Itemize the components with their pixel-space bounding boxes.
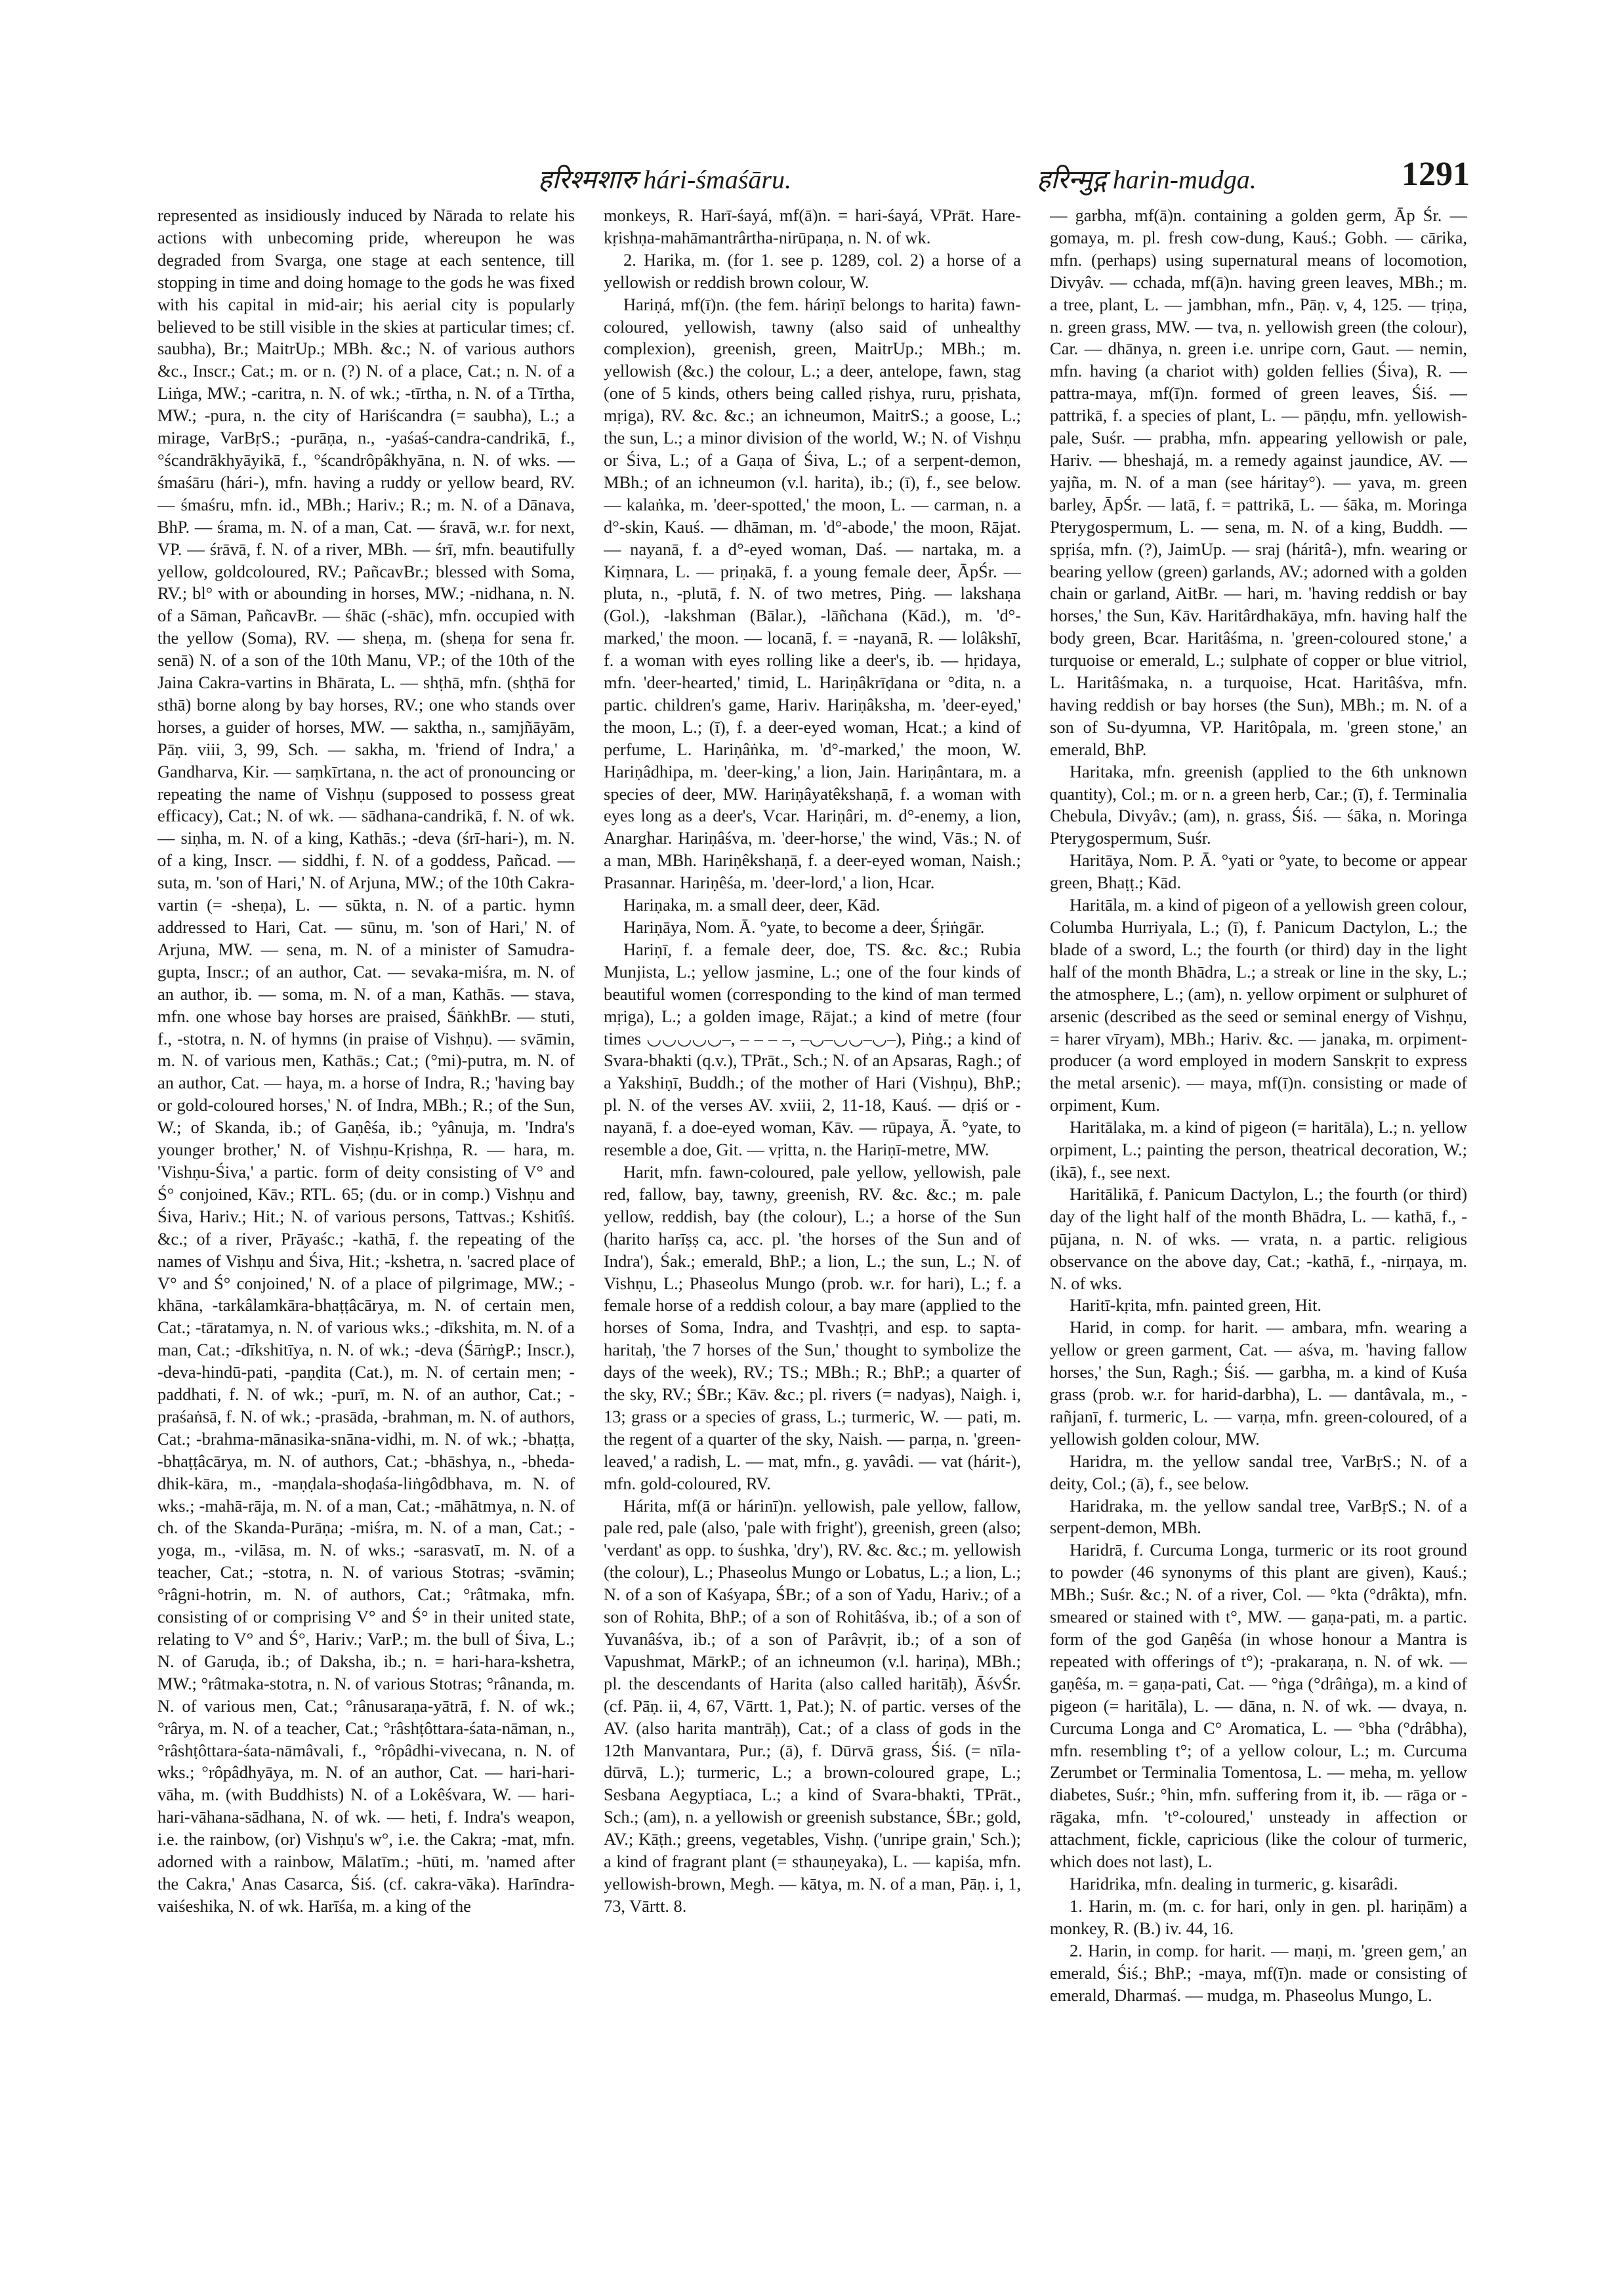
text-columns xyxy=(157,205,1467,2186)
dictionary-entry: represented as insidiously induced by Nārada to relate his actions with unbecoming pride, whereupon he was degraded from Svarga, one stage at each sentence, till stopping in time and doing homage to the gods he was fixed with his capital in mid-air; his aerial city is popularly believed to be still visible in the skies at particular times; cf. saubha), Br.; MaitrUp.; MBh. &c.; N. of various authors &c., Inscr.; Cat.; m. or n. (?) N. of a place, Cat.; n. N. of a Liṅga, MW.; -caritra, n. N. of wk.; -tīrtha, n. N. of a Tīrtha, MW.; -pura, n. the city of Hariścandra (= saubha), L.; a mirage, VarBṛS.; -purāṇa, n., -yaśaś-candra-candrikā, f., °ścandrākhyāyikā, f., °ścandrôpâkhyāna, n. N. of wks. — śmaśāru (hári-), mfn. having a ruddy or yellow beard, RV. — śmaśru, mfn. id., MBh.; Hariv.; R.; m. N. of a Dānava, BhP. — śrama, m. N. of a man, Cat. — śravā, w.r. for next, VP. — śrāvā, f. N. of a river, MBh. — śrī, mfn. beautifully yellow, goldcoloured, RV.; PañcavBr.; blessed with Soma, RV.; bl° with or abounding in horses, MW.; -nidhana, n. N. of a Sāman, PañcavBr. — śhāc (-shāc), mfn. occupied with the yellow (Soma), RV. — sheṇa, m. (sheṇa for sena fr. senā) N. of a son of the 10th Manu, VP.; of the 10th of the Jaina Cakra-vartins in Bhārata, L. — shṭhā, mfn. (shṭhā for sthā) borne along by bay horses, RV.; one who stands over horses, a guider of horses, MW. — saktha, n., samjñāyām, Pāṇ. viii, 3, 99, Sch. — sakha, m. 'friend of Indra,' a Gandharva, Kir. — saṃkīrtana, n. the act of pronouncing or repeating the name of Vishṇu (supposed to possess great efficacy), Cat.; N. of wk. — sādhana-candrikā, f. N. of wk. — siṇha, m. N. of a king, Kathās.; -deva (śrī-hari-), m. N. of a king, Inscr. — siddhi, f. N. of a goddess, Pañcad. — suta, m. 'son of Hari,' N. of Arjuna, MW.; of the 10th Cakra-vartin (= -sheṇa), L. — sūkta, n. N. of a partic. hymn addressed to Hari, Cat. — sūnu, m. 'son of Hari,' N. of Arjuna, MW. — sena, m. N. of a minister of Samudra-gupta, Inscr.; of an author, Cat. — sevaka-miśra, m. N. of an author, ib. — soma, m. N. of a man, Kathās. — stava, mfn. one whose bay horses are praised, ŚāṅkhBr. — stuti, f., -stotra, n. N. of hymns (in praise of Vishṇu). — svāmin, m. N. of various men, Kathās.; Cat.; (°mi)-putra, m. N. of an author, Cat. — haya, m. a horse of Indra, R.; 'having bay or gold-coloured horses,' N. of Indra, MBh.; R.; of the Sun, W.; of Skanda, ib.; of Gaṇêśa, ib.; °yânuja, m. 'Indra's younger brother,' N. of Vishṇu-Kṛishṇa, R. — hara, m. 'Vishṇu-Śiva,' a partic. form of deity consisting of V° and Ś° conjoined, Kāv.; RTL. 65; (du. or in comp.) Vishṇu and Śiva, Hariv.; Hit.; N. of various persons, Tattvas.; Kshitîś. &c.; of a river, Prāyaśc.; -kathā, f. the repeating of the names of Vishṇu and Śiva, Hit.; -kshetra, n. 'sacred place of V° and Ś° conjoined,' N. of a place of pilgrimage, MW.; -khāna, -tarkâlamkāra-bhaṭṭâcārya, m. N. of certain men, Cat.; -tāratamya, n. N. of various wks.; -dīkshita, m. N. of a man, Cat.; -dīkshitīya, n. N. of wk.; -deva (ŚārṅgP.; Inscr.), -deva-hindū-pati, -paṇḍita (Cat.), m. N. of certain men; -paddhati, f. N. of wk.; -purī, m. N. of an author, Cat.; -praśaṅsā, f. N. of wk.; -prasāda, -brahman, m. N. of authors, Cat.; -brahma-mānasika-snāna-vidhi, m. N. of wk.; -bhaṭṭa, -bhaṭṭâcārya, m. N. of authors, Cat.; -bhāshya, n., -bheda-dhik-kāra, m., -maṇḍala-shoḍaśa-liṅgôdbhava, m. N. of wks.; -mahā-rāja, m. N. of a man, Cat.; -māhātmya, n. N. of ch. of the Skanda-Purāṇa; -miśra, m. N. of a man, Cat.; -yoga, m., -vilāsa, m. N. of wks.; -sarasvatī, m. N. of a teacher, Cat.; -stotra, n. N. of various Stotras; -svāmin; °râgni-hotrin, m. N. of authors, Cat.; °râtmaka, mfn. consisting of or comprising V° and Ś° in their united state, relating to V° and Ś°, Hariv.; VarP.; m. the bull of Śiva, L.; N. of Garuḍa, ib.; of Daksha, ib.; n. = hari-hara-kshetra, MW.; °râtmaka-stotra, n. N. of various Stotras; °rânanda, m. N. of various men, Cat.; °rânusaraṇa-yātrā, f. N. of wk.; °rârya, m. N. of a teacher, Cat.; °râshṭôttara-śata-nāman, n., °râshṭôttara-śata-nāmâvali, f., °rôpâdhi-vivecana, n. N. of wks.; °rôpâdhyāya, m. N. of an author, Cat. — hari-hari-vāha, m. (with Buddhists) N. of a Lokêśvara, W. — hari-hari-vāhana-sādhana, N. of wk. — heti, f. Indra's weapon, i.e. the rainbow, (or) Vishṇu's w°, i.e. the Cakra; -mat, mfn. adorned with a rainbow, Mālatīm.; -hūti, m. 'named after the Cakra,' Anas Casarca, Śiś. (cf. cakra-vāka). Harīndra-vaiśeshika, N. of wk. Harīśa, m. a king of the xyxy=(157,205,575,1916)
dictionary-entry: Hariṇāya, Nom. Ā. °yate, to become a deer, Śṛiṅgār. xyxy=(623,917,985,937)
dictionary-entry: Haridraka, m. the yellow sandal tree, VarBṛS.; N. of a serpent-demon, MBh. xyxy=(1050,1495,1467,1538)
dictionary-entry: Haridrā, f. Curcuma Longa, turmeric or its root ground to powder (46 synonyms of this plant are given), Kauś.; MBh.; Suśr. &c.; N. of a river, Col. — °kta (°drâkta), mfn. smeared or stained with t°, MW. — gaṇa-pati, m. a partic. form of the god Gaṇêśa (in whose honour a Mantra is repeated with offerings of t°); -prakaraṇa, n. N. of wk. — gaṇêśa, m. = gaṇa-pati, Cat. — °ṅga (°drâṅga), m. a kind of pigeon (= haritāla), L. — dāna, n. N. of wk. — dvaya, n. Curcuma Longa and C° Aromatica, L. — °bha (°drâbha), mfn. resembling t°; of a yellow colour, L.; m. Curcuma Zerumbet or Terminalia Tomentosa, L. — meha, m. yellow diabetes, Suśr.; °hin, mfn. suffering from it, ib. — rāga or -rāgaka, mfn. 't°-coloured,' unsteady in affection or attachment, fickle, capricious (like the colour of turmeric, which does not last), L. xyxy=(1050,1540,1467,1872)
dictionary-entry: 1. Harin, m. (m. c. for hari, only in gen. pl. hariṇām) a monkey, R. (B.) iv. 44, 16. xyxy=(1050,1895,1467,1938)
column-3 xyxy=(1050,205,1467,2186)
dictionary-entry: Haritālikā, f. Panicum Dactylon, L.; the fourth (or third) day of the light half of the month Bhādra, L. — kathā, f., -pūjana, n. N. of wks. — vrata, n. a partic. religious observance on the above day, Cat.; -kathā, f., -nirṇaya, m. N. of wks. xyxy=(1050,1184,1467,1293)
dictionary-entry: — garbha, mf(ā)n. containing a golden germ, Āp Śr. — gomaya, m. pl. fresh cow-dung, Kauś.; Gobh. — cārika, mfn. (perhaps) using supernatural means of locomotion, Divyâv. — cchada, mf(ā)n. having green leaves, MBh.; m. a tree, plant, L. — jambhan, mfn., Pāṇ. v, 4, 125. — tṛiṇa, n. green grass, MW. — tva, n. yellowish green (the colour), Car. — dhānya, n. green i.e. unripe corn, Gaut. — nemin, mfn. having (a chariot with) golden fellies (Śiva), R. — pattra-maya, mf(ī)n. formed of green leaves, Śiś. — pattrikā, f. a species of plant, L. — pāṇḍu, mfn. yellowish-pale, Suśr. — prabha, mfn. appearing yellowish or pale, Hariv. — bheshajá, m. a remedy against jaundice, AV. — yajña, m. N. of a man (see háritay°). — yava, m. green barley, ĀpŚr. — latā, f. = pattrikā, L. — śāka, m. Moringa Pterygospermum, L. — sena, m. N. of a king, Buddh. — spṛiśa, mfn. (?), JaimUp. — sraj (háritâ-), mfn. wearing or bearing yellow (green) garlands, AV.; adorned with a golden chain or garland, AitBr. — hari, m. 'having reddish or bay horses,' the Sun, Kāv. Haritârdhakāya, mfn. having half the body green, Bcar. Haritâśma, n. 'green-coloured stone,' a turquoise or emerald, L.; sulphate of copper or blue vitriol, L. Haritâśmaka, n. a turquoise, Hcat. Haritâśva, mfn. having reddish or bay horses (the Sun), MBh.; m. N. of a son of Su-dyumna, VP. Haritôpala, m. 'green stone,' an emerald, BhP. xyxy=(1050,205,1467,759)
dictionary-entry: Hariṇá, mf(ī)n. (the fem. háriṇī belongs to harita) fawn-coloured, yellowish, tawny (also said of unhealthy complexion), greenish, green, MaitrUp.; MBh.; m. yellowish (&c.) the colour, L.; a deer, antelope, fawn, stag (one of 5 kinds, others being called ṛishya, ruru, pṛishata, mṛiga), RV. &c. &c.; an ichneumon, MaitrS.; a goose, L.; the sun, L.; a minor division of the world, W.; N. of Vishṇu or Śiva, L.; of a Gaṇa of Śiva, L.; of a serpent-demon, MBh.; of an ichneumon (v.l. harita), ib.; (ī), f., see below. — kalaṅka, m. 'deer-spotted,' the moon, L. — carman, n. a d°-skin, Kauś. — dhāman, m. 'd°-abode,' the moon, Rājat. — nayanā, f. a d°-eyed woman, Daś. — nartaka, m. a Kiṃnara, L. — priṇakā, f. a young female deer, ĀpŚr. — pluta, n., -plutā, f. N. of two metres, Piṅg. — lakshaṇa (Gol.), -lakshman (Bālar.), -lāñchana (Kād.), m. 'd°-marked,' the moon. — locanā, f. = -nayanā, R. — lolâkshī, f. a woman with eyes rolling like a deer's, ib. — hṛidaya, mfn. 'deer-hearted,' timid, L. Hariṇâkrīḍana or °dita, n. a partic. children's game, Hariv. Hariṇâksha, m. 'deer-eyed,' the moon, L.; (ī), f. a deer-eyed woman, Hcat.; a kind of perfume, L. Hariṇâṅka, m. 'd°-marked,' the moon, W. Hariṇâdhipa, m. 'deer-king,' a lion, Jain. Hariṇântara, m. a species of deer, MW. Hariṇâyatêkshaṇā, f. a woman with eyes long as a deer's, Vcar. Hariṇâri, m. d°-enemy, a lion, Anarghar. Hariṇâśva, m. 'deer-horse,' the wind, Vās.; N. of a man, MBh. Hariṇêkshaṇā, f. a deer-eyed woman, Naish.; Prasannar. Hariṇêśa, m. 'deer-lord,' a lion, Hcar. xyxy=(604,294,1021,893)
dictionary-entry: monkeys, R. Harī-śayá, mf(ā)n. = hari-śayá, VPrāt. Hare-kṛishṇa-mahāmantrârtha-nirūpaṇa, n. N. of wk. xyxy=(604,205,1021,247)
dictionary-entry: Haritālaka, m. a kind of pigeon (= haritāla), L.; n. yellow orpiment, L.; painting the person, theatrical decoration, W.; (ikā), f., see next. xyxy=(1050,1117,1467,1182)
page-header xyxy=(157,155,1470,201)
dictionary-entry: Hariṇaka, m. a small deer, deer, Kād. xyxy=(623,895,881,915)
page-number: 1291 xyxy=(1402,155,1470,193)
dictionary-entry: Haritī-kṛita, mfn. painted green, Hit. xyxy=(1070,1295,1322,1315)
dictionary-entry: Harit, mfn. fawn-coloured, pale yellow, yellowish, pale red, fallow, bay, tawny, greenish, RV. &c. &c.; m. pale yellow, reddish, bay (the colour), L.; a horse of the Sun (harito harīṣṣ ca, acc. pl. 'the horses of the Sun and of Indra'), Śak.; emerald, BhP.; a lion, L.; the sun, L.; N. of Vishṇu, L.; Phaseolus Mungo (prob. w.r. for hari), L.; f. a female horse of a reddish colour, a bay mare (applied to the horses of Soma, Indra, and Tvashṭṛi, and esp. to sapta-haritaḥ, 'the 7 horses of the Sun,' thought to symbolize the days of the week), RV.; TS.; MBh.; R.; BhP.; a quarter of the sky, RV.; ŚBr.; Kāv. &c.; pl. rivers (= nadyas), Naigh. i, 13; grass or a species of grass, L.; turmeric, W. — pati, m. the regent of a quarter of the sky, Naish. — parṇa, n. 'green-leaved,' a radish, L. — mat, mfn., g. yavâdi. — vat (hárit-), mfn. gold-coloured, RV. xyxy=(604,1161,1021,1493)
column-1 xyxy=(157,205,575,2186)
dictionary-entry: Harid, in comp. for harit. — ambara, mfn. wearing a yellow or green garment, Cat. — aśva, m. 'having fallow horses,' the Sun, Ragh.; Śiś. — garbha, m. a kind of Kuśa grass (prob. w.r. for harid-darbha), L. — dantâvala, m., -rañjanī, f. turmeric, L. — varṇa, mfn. green-coloured, of a yellowish golden colour, MW. xyxy=(1050,1317,1467,1449)
dictionary-entry: Haritaka, mfn. greenish (applied to the 6th unknown quantity), Col.; m. or n. a green herb, Car.; (ī), f. Terminalia Chebula, Divyâv.; (am), n. grass, Śiś. — śāka, n. Moringa Pterygospermum, Suśr. xyxy=(1050,761,1467,848)
dictionary-entry: 2. Harin, in comp. for harit. — maṇi, m. 'green gem,' an emerald, Śiś.; BhP.; -maya, mf(ī)n. made or consisting of emerald, Dharmaś. — mudga, m. Phaseolus Mungo, L. xyxy=(1050,1940,1467,2005)
dictionary-entry: Hárita, mf(ā or hárinī)n. yellowish, pale yellow, fallow, pale red, pale (also, 'pale with fright'), greenish, green (also; 'verdant' as opp. to śushka, 'dry'), RV. &c. &c.; m. yellowish (the colour), L.; Phaseolus Mungo or Lobatus, L.; a lion, L.; N. of a son of Kaśyapa, ŚBr.; of a son of Yadu, Hariv.; of a son of Rohita, BhP.; of a son of Rohitâśva, ib.; of a son of Yuvanâśva, ib.; of a son of Parâvṛit, ib.; of a son of Vapushmat, MārkP.; of an ichneumon (v.l. hariṇa), MBh.; pl. the descendants of Harita (also called haritāḥ), ĀśvŚr. (cf. Pāṇ. ii, 4, 67, Vārtt. 1, Pat.); N. of partic. verses of the AV. (also harita mantrāḥ), Cat.; of a class of gods in the 12th Manvantara, Pur.; (ā), f. Dūrvā grass, Śiś. (= nīla-dūrvā, L.); turmeric, L.; a brown-coloured grape, L.; Sesbana Aegyptiaca, L.; a kind of Svara-bhakti, TPrāt., Sch.; (am), n. a yellowish or greenish substance, ŚBr.; gold, AV.; Kāṭh.; greens, vegetables, Vishṇ. ('unripe grain,' Sch.); a kind of fragrant plant (= sthauṇeyaka), L. — kapiśa, mfn. yellowish-brown, Megh. — kātya, m. N. of a man, Pāṇ. i, 1, 73, Vārtt. 8. xyxy=(604,1495,1021,1916)
right-headword: हरिन्मुद्ग harin-mudga. xyxy=(1037,165,1257,194)
left-headword: हरिश्मशारु hári-śmaśāru. xyxy=(538,165,791,194)
dictionary-entry: Haridra, m. the yellow sandal tree, VarBṛS.; N. of a deity, Col.; (ā), f., see below. xyxy=(1050,1451,1467,1493)
dictionary-entry: Haritāla, m. a kind of pigeon of a yellowish green colour, Columba Hurriyala, L.; (ī), f. Panicum Dactylon, L.; the blade of a sword, L.; the fourth (or third) day in the light half of the month Bhādra, L.; a streak or line in the sky, L.; the atmosphere, L.; (am), n. yellow orpiment or sulphuret of arsenic (described as the seed or seminal energy of Vishṇu, = harer vīryam), MBh.; Hariv. &c. — janaka, m. orpiment-producer (a word employed in modern Sanskṛit to express the metal arsenic). — maya, mf(ī)n. consisting or made of orpiment, Kum. xyxy=(1050,895,1467,1115)
dictionary-entry: Hariṇī, f. a female deer, doe, TS. &c. &c.; Rubia Munjista, L.; yellow jasmine, L.; one of the four kinds of beautiful women (corresponding to the kind of man termed mṛiga), L.; a golden image, Rājat.; a kind of metre (four times ◡◡◡◡◡–, – – – –, –◡–◡◡–◡–), Piṅg.; a kind of Svara-bhakti (q.v.), TPrāt., Sch.; N. of an Apsaras, Ragh.; of a Yakshiṇī, Buddh.; of the mother of Hari (Vishṇu), BhP.; pl. N. of the verses AV. xviii, 2, 11-18, Kauś. — dṛiś or -nayanā, f. a doe-eyed woman, Kāv. — rūpaya, Ā. °yate, to resemble a doe, Git. — vṛitta, n. the Hariṇī-metre, MW. xyxy=(604,939,1021,1160)
column-2 xyxy=(604,205,1021,2186)
dictionary-entry: Haridrika, mfn. dealing in turmeric, g. kisarâdi. xyxy=(1070,1873,1398,1893)
dictionary-entry: Haritāya, Nom. P. Ā. °yati or °yate, to become or appear green, Bhaṭṭ.; Kād. xyxy=(1050,850,1467,893)
dictionary-entry: 2. Harika, m. (for 1. see p. 1289, col. 2) a horse of a yellowish or reddish brown colour, W. xyxy=(604,249,1021,292)
